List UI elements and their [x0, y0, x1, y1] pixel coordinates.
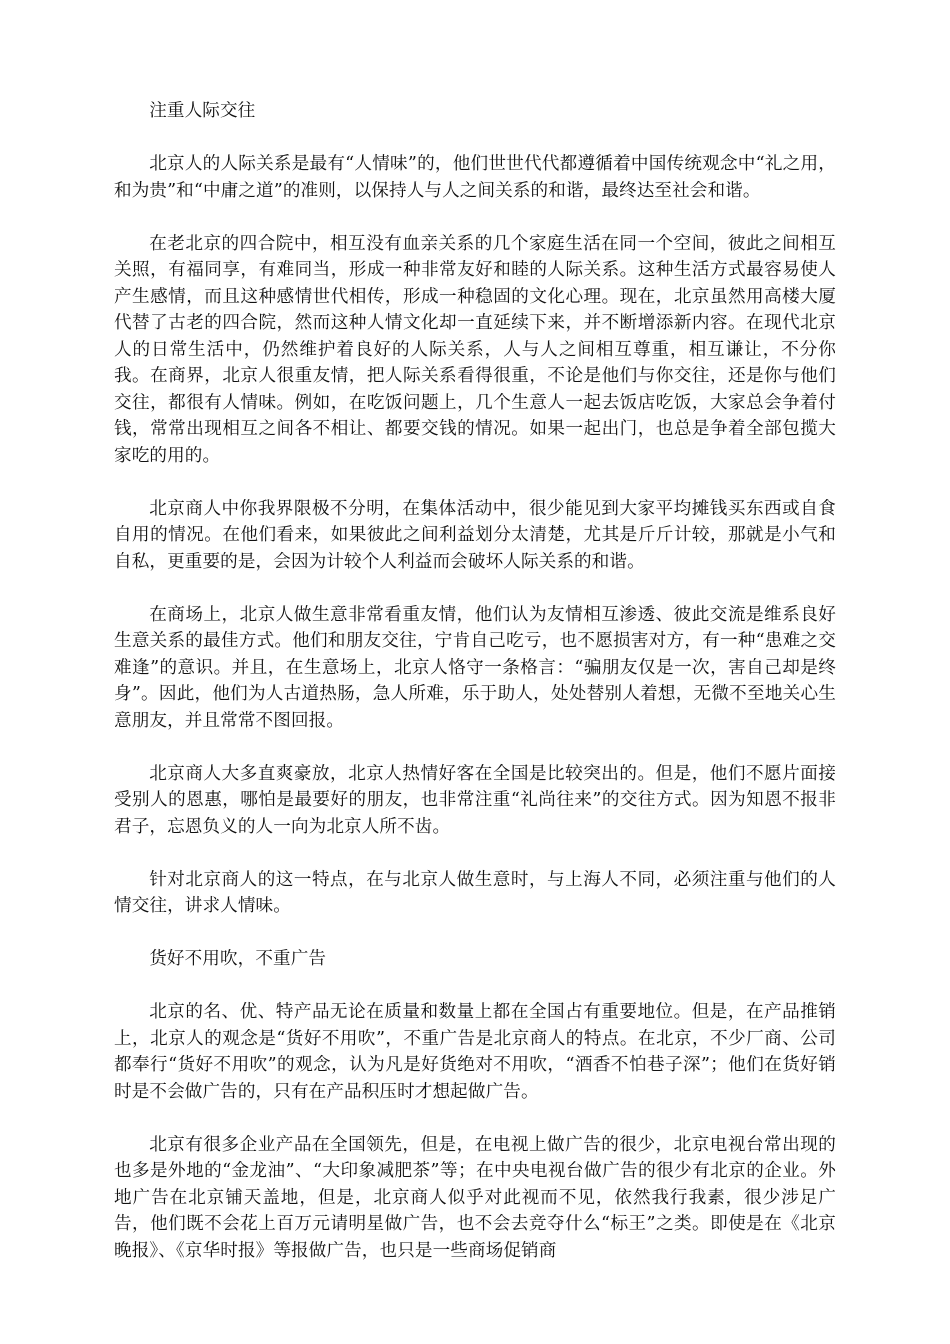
paragraph: 北京商人大多直爽豪放，北京人热情好客在全国是比较突出的。但是，他们不愿片面接受别人的恩惠，哪怕是最要好的朋友，也非常注重“礼尚往来”的交往方式。因为知恩不报非君子，忘恩负义的人一向为北京人所不齿。: [114, 763, 836, 837]
paragraph: 在老北京的四合院中，相互没有血亲关系的几个家庭生活在同一个空间，彼此之间相互关照，有福同享，有难同当，形成一种非常友好和睦的人际关系。这种生活方式最容易使人产生感情，而且这种感情世代相传，形成一种稳固的文化心理。现在，北京虽然用高楼大厦代替了古老的四合院，然而这种人情文化却一直延续下来，并不断增添新内容。在现代北京人的日常生活中，仍然维护着良好的人际关系，人与人之间相互尊重，相互谦让，不分你我。在商界，北京人很重友情，把人际关系看得很重，不论是他们与你交往，还是你与他们交往，都很有人情味。例如，在吃饭问题上，几个生意人一起去饭店吃饭，大家总会争着付钱，常常出现相互之间各不相让、都要交钱的情况。如果一起出门，也总是争着全部包揽大家吃的用的。: [114, 233, 836, 466]
paragraph: 北京人的人际关系是最有“人情味”的，他们世世代代都遵循着中国传统观念中“礼之用，和为贵”和“中庸之道”的准则，以保持人与人之间关系的和谐，最终达至社会和谐。: [114, 154, 836, 201]
section-heading-social: 注重人际交往: [149, 101, 256, 121]
section-heading-advertising: 货好不用吹，不重广告: [149, 949, 327, 969]
paragraph: 在商场上，北京人做生意非常看重友情，他们认为友情相互渗透、彼此交流是维系良好生意关系的最佳方式。他们和朋友交往，宁肯自己吃亏，也不愿损害对方，有一种“患难之交难逢”的意识。并且，在生意场上，北京人恪守一条格言：“骗朋友仅是一次，害自己却是终身”。因此，他们为人古道热肠，急人所难，乐于助人，处处替别人着想，无微不至地关心生意朋友，并且常常不图回报。: [114, 604, 836, 731]
document-page: [114, 98, 836, 1291]
paragraph: 北京有很多企业产品在全国领先，但是，在电视上做广告的很少，北京电视台常出现的也多是外地的“金龙油”、“大印象减肥茶”等；在中央电视台做广告的很少有北京的企业。外地广告在北京铺天盖地，但是，北京商人似乎对此视而不见，依然我行我素，很少涉足广告，他们既不会花上百万元请明星做广告，也不会去竞夺什么“标王”之类。即使是在《北京晚报》、《京华时报》等报做广告，也只是一些商场促销商: [114, 1134, 836, 1261]
paragraph: 针对北京商人的这一特点，在与北京人做生意时，与上海人不同，必须注重与他们的人情交往，讲求人情味。: [114, 869, 836, 916]
paragraph: 北京的名、优、特产品无论在质量和数量上都在全国占有重要地位。但是，在产品推销上，北京人的观念是“货好不用吹”，不重广告是北京商人的特点。在北京，不少厂商、公司都奉行“货好不用吹”的观念，认为凡是好货绝对不用吹，“酒香不怕巷子深”；他们在货好销时是不会做广告的，只有在产品积压时才想起做广告。: [114, 1002, 836, 1102]
paragraph: 北京商人中你我界限极不分明，在集体活动中，很少能见到大家平均摊钱买东西或自食自用的情况。在他们看来，如果彼此之间利益划分太清楚，尤其是斤斤计较，那就是小气和自私，更重要的是，会因为计较个人利益而会破坏人际关系的和谐。: [114, 498, 836, 572]
